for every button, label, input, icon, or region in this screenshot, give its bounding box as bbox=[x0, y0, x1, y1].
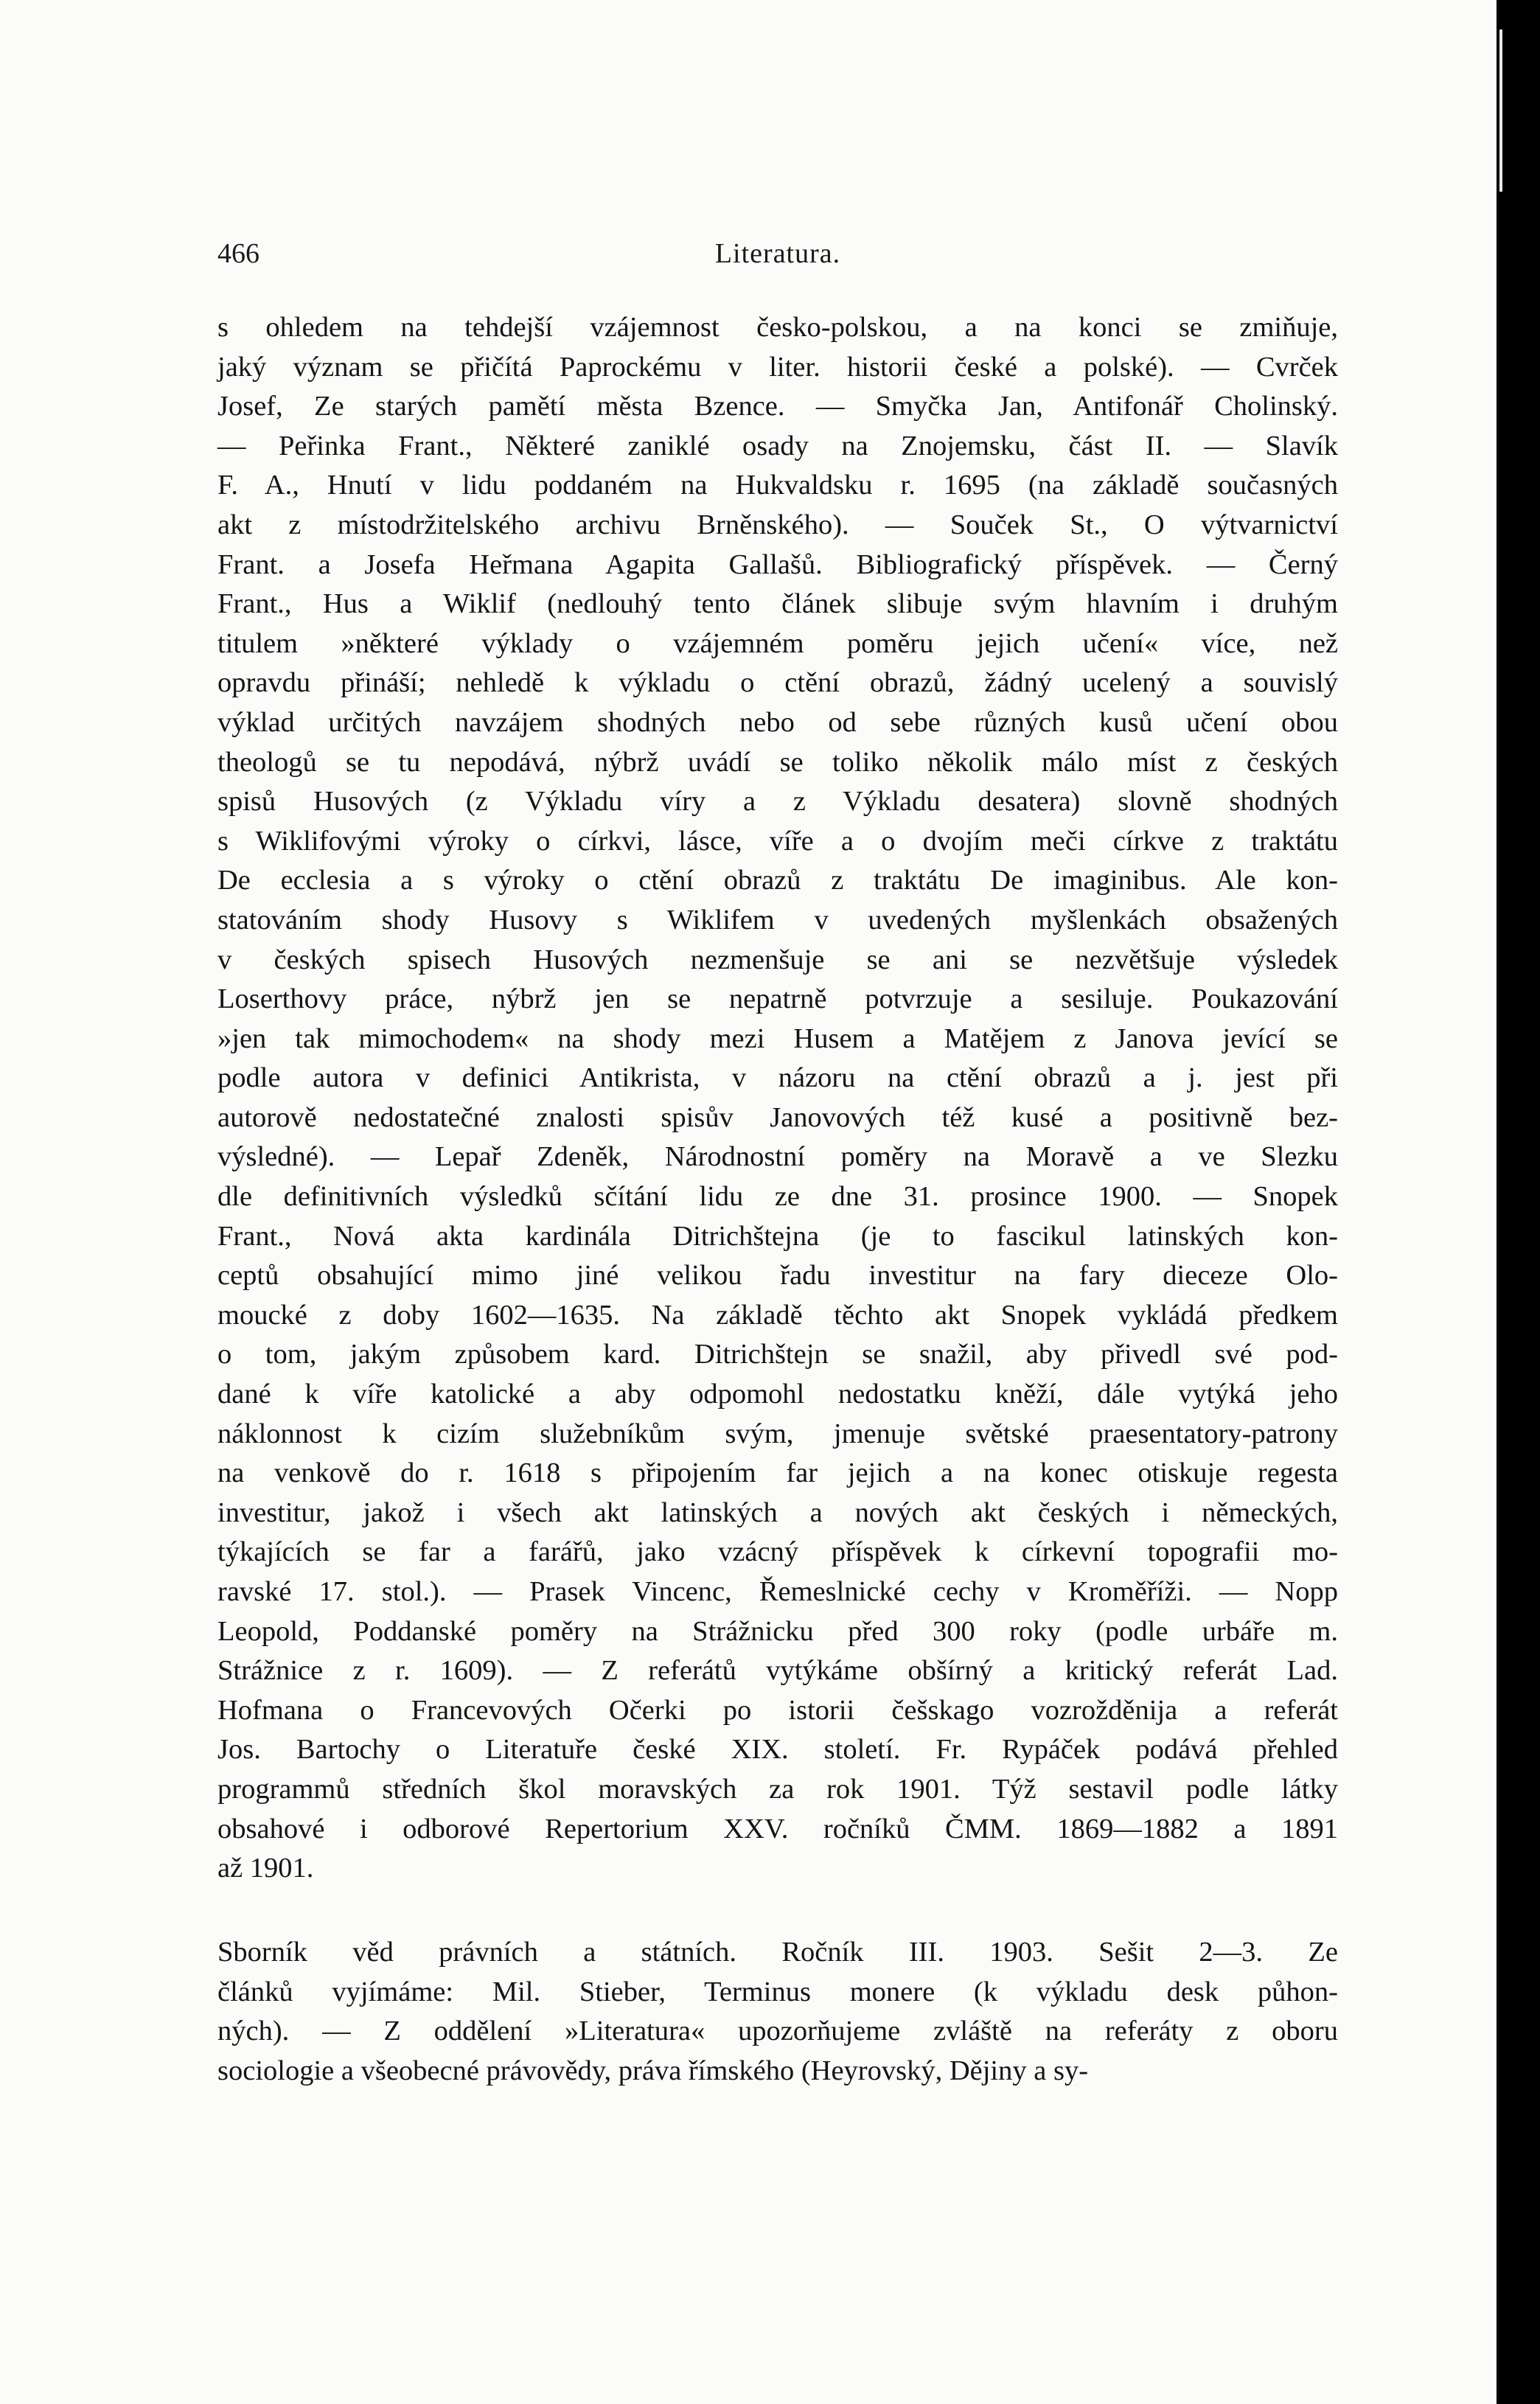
text-line bbox=[217, 1256, 1338, 1296]
text-line bbox=[217, 1454, 1338, 1494]
text-line bbox=[217, 1098, 1338, 1138]
text-line bbox=[217, 782, 1338, 822]
text-line-content: obsahové i odborové Repertorium XXV. ročníků ČMM. 1869—1882 a 1891 bbox=[217, 1813, 1338, 1844]
text-line-content: dle definitivních výsledků sčítání lidu ze dne 31. prosince 1900. — Snopek bbox=[217, 1181, 1338, 1213]
scan-edge bbox=[1497, 0, 1540, 2404]
text-line-content: na venkově do r. 1618 s připojením far jejich a na konec otiskuje regesta bbox=[217, 1457, 1338, 1489]
text-line bbox=[217, 2052, 1338, 2091]
text-line-content: podle autora v definici Antikrista, v názoru na ctění obrazů a j. jest při bbox=[217, 1062, 1338, 1094]
text-line bbox=[217, 348, 1338, 388]
text-line bbox=[217, 1020, 1338, 1059]
text-line bbox=[217, 1494, 1338, 1533]
text-line-content: De ecclesia a s výroky o ctění obrazů z traktátu De imaginibus. Ale kon- bbox=[217, 865, 1338, 896]
text-line bbox=[217, 1933, 1338, 1973]
text-line bbox=[217, 743, 1338, 783]
text-line bbox=[217, 2012, 1338, 2052]
text-line-content: Strážnice z r. 1609). — Z referátů vytýkáme obšírný a kritický referát Lad. bbox=[217, 1655, 1338, 1687]
main-paragraph bbox=[217, 308, 1338, 1889]
text-line bbox=[217, 1770, 1338, 1810]
text-line bbox=[217, 1651, 1338, 1691]
text-line-content: »jen tak mimochodem« na shody mezi Husem a Matějem z Janova jevící se bbox=[217, 1022, 1338, 1054]
text-line-content: výsledné). — Lepař Zdeněk, Národnostní poměry na Moravě a ve Slezku bbox=[217, 1141, 1338, 1173]
text-line-content: — Peřinka Frant., Některé zaniklé osady na Znojemsku, část II. — Slavík bbox=[217, 430, 1338, 461]
text-line bbox=[217, 466, 1338, 506]
text-line-content: spisů Husových (z Výkladu víry a z Výkladu desatera) slovně shodných bbox=[217, 786, 1338, 818]
text-line bbox=[217, 387, 1338, 427]
text-line bbox=[217, 901, 1338, 941]
text-line-content: sociologie a všeobecné právovědy, práva římského (Heyrovský, Dějiny a sy- bbox=[217, 2055, 1089, 2086]
text-line bbox=[217, 1335, 1338, 1375]
text-line-content: theologů se tu nepodává, nýbrž uvádí se toliko několik málo míst z českých bbox=[217, 746, 1338, 778]
page-number: 466 bbox=[217, 238, 259, 269]
text-line-content: v českých spisech Husových nezmenšuje se ani se nezvětšuje výsledek bbox=[217, 944, 1338, 975]
text-line-content: dané k víře katolické a aby odpomohl nedostatku kněží, dále vytýká jeho bbox=[217, 1379, 1338, 1410]
text-line bbox=[217, 585, 1338, 624]
text-line-content: moucké z doby 1602—1635. Na základě těchto akt Snopek vykládá předkem bbox=[217, 1299, 1338, 1331]
text-line-content: jaký význam se přičítá Paprockému v liter. historii české a polské). — Cvrček bbox=[217, 351, 1338, 383]
text-line-content: náklonnost k cizím služebníkům svým, jmenuje světské praesentatory-patrony bbox=[217, 1418, 1338, 1449]
text-line-content: Loserthovy práce, nýbrž jen se nepatrně potvrzuje a sesiluje. Poukazování bbox=[217, 983, 1338, 1015]
sbornik-paragraph bbox=[217, 1933, 1338, 2091]
text-line bbox=[217, 506, 1338, 546]
text-line bbox=[217, 1572, 1338, 1612]
text-line-content: titulem »některé výklady o vzájemném poměru jejich učení« více, než bbox=[217, 627, 1338, 659]
text-line bbox=[217, 1849, 1338, 1889]
text-line-content: Frant. a Josefa Heřmana Agapita Gallašů. Bibliografický příspěvek. — Černý bbox=[217, 548, 1338, 580]
text-line-content: investitur, jakož i všech akt latinských a nových akt českých i německých, bbox=[217, 1497, 1338, 1528]
text-line-content: Frant., Nová akta kardinála Ditrichštejna (je to fascikul latinských kon- bbox=[217, 1220, 1338, 1252]
text-line-content: autorově nedostatečné znalosti spisův Janovových též kusé a positivně bez- bbox=[217, 1101, 1338, 1133]
text-line-content: článků vyjímáme: Mil. Stieber, Terminus monere (k výkladu desk půhon- bbox=[217, 1976, 1338, 2007]
text-line-content: s Wiklifovými výroky o církvi, lásce, víře a o dvojím meči církve z traktátu bbox=[217, 825, 1338, 857]
text-line bbox=[217, 1612, 1338, 1652]
text-line-content: ceptů obsahující mimo jiné velikou řadu investitur na fary dieceze Olo- bbox=[217, 1260, 1338, 1292]
text-line-content: Josef, Ze starých pamětí města Bzence. — Smyčka Jan, Antifonář Cholinský. bbox=[217, 391, 1338, 422]
text-line-content: programmů středních škol moravských za rok 1901. Týž sestavil podle látky bbox=[217, 1773, 1338, 1805]
text-line bbox=[217, 1217, 1338, 1257]
text-line bbox=[217, 1730, 1338, 1770]
text-line-content: týkajících se far a farářů, jako vzácný příspěvek k církevní topografii mo- bbox=[217, 1536, 1338, 1568]
text-line-content: o tom, jakým způsobem kard. Ditrichštejn se snažil, aby přivedl své pod- bbox=[217, 1339, 1338, 1370]
text-line-content: F. A., Hnutí v lidu poddaném na Hukvaldsku r. 1695 (na základě současných bbox=[217, 470, 1338, 501]
text-line-content: Leopold, Poddanské poměry na Strážnicku před 300 roky (podle urbáře m. bbox=[217, 1615, 1338, 1647]
text-line bbox=[217, 980, 1338, 1020]
text-line-content: opravdu přináší; nehledě k výkladu o ctění obrazů, žádný ucelený a souvislý bbox=[217, 667, 1338, 699]
text-line bbox=[217, 546, 1338, 585]
scan-edge-highlight bbox=[1499, 29, 1502, 192]
text-line-content: ných). — Z oddělení »Literatura« upozorňujeme zvláště na referáty z oboru bbox=[217, 2015, 1338, 2047]
text-line bbox=[217, 1533, 1338, 1572]
text-line bbox=[217, 663, 1338, 703]
text-line bbox=[217, 703, 1338, 743]
text-line bbox=[217, 1059, 1338, 1098]
text-line bbox=[217, 1177, 1338, 1217]
text-line-content: až 1901. bbox=[217, 1853, 314, 1884]
text-line bbox=[217, 1973, 1338, 2013]
running-title: Literatura. bbox=[714, 238, 841, 269]
text-line-content: Jos. Bartochy o Literatuře české XIX. století. Fr. Rypáček podává přehled bbox=[217, 1734, 1338, 1766]
text-line bbox=[217, 941, 1338, 980]
text-line-content: statováním shody Husovy s Wiklifem v uvedených myšlenkách obsažených bbox=[217, 904, 1338, 936]
text-line bbox=[217, 624, 1338, 664]
text-line bbox=[217, 861, 1338, 901]
text-line-content: akt z místodržitelského archivu Brněnského). — Souček St., O výtvarnictví bbox=[217, 509, 1338, 540]
text-line-content: s ohledem na tehdejší vzájemnost česko-polskou, a na konci se zmiňuje, bbox=[217, 312, 1338, 343]
text-line bbox=[217, 1810, 1338, 1850]
text-line-content: Sborník věd právních a státních. Ročník III. 1903. Sešit 2—3. Ze bbox=[217, 1937, 1338, 1968]
text-line bbox=[217, 1415, 1338, 1454]
page-header bbox=[217, 237, 1338, 274]
text-line bbox=[217, 1137, 1338, 1177]
text-line bbox=[217, 1691, 1338, 1731]
text-line bbox=[217, 1375, 1338, 1415]
text-line bbox=[217, 822, 1338, 862]
text-line-content: Frant., Hus a Wiklif (nedlouhý tento článek slibuje svým hlavním i druhým bbox=[217, 588, 1338, 620]
text-line-content: Hofmana o Francevových Očerki po istorii češskago vozrožděnija a referát bbox=[217, 1694, 1338, 1726]
text-line bbox=[217, 308, 1338, 348]
text-line bbox=[217, 1296, 1338, 1336]
text-line bbox=[217, 427, 1338, 467]
text-line-content: výklad určitých navzájem shodných nebo od sebe různých kusů učení obou bbox=[217, 706, 1338, 738]
text-line-content: ravské 17. stol.). — Prasek Vincenc, Řemeslnické cechy v Kroměříži. — Nopp bbox=[217, 1576, 1338, 1607]
